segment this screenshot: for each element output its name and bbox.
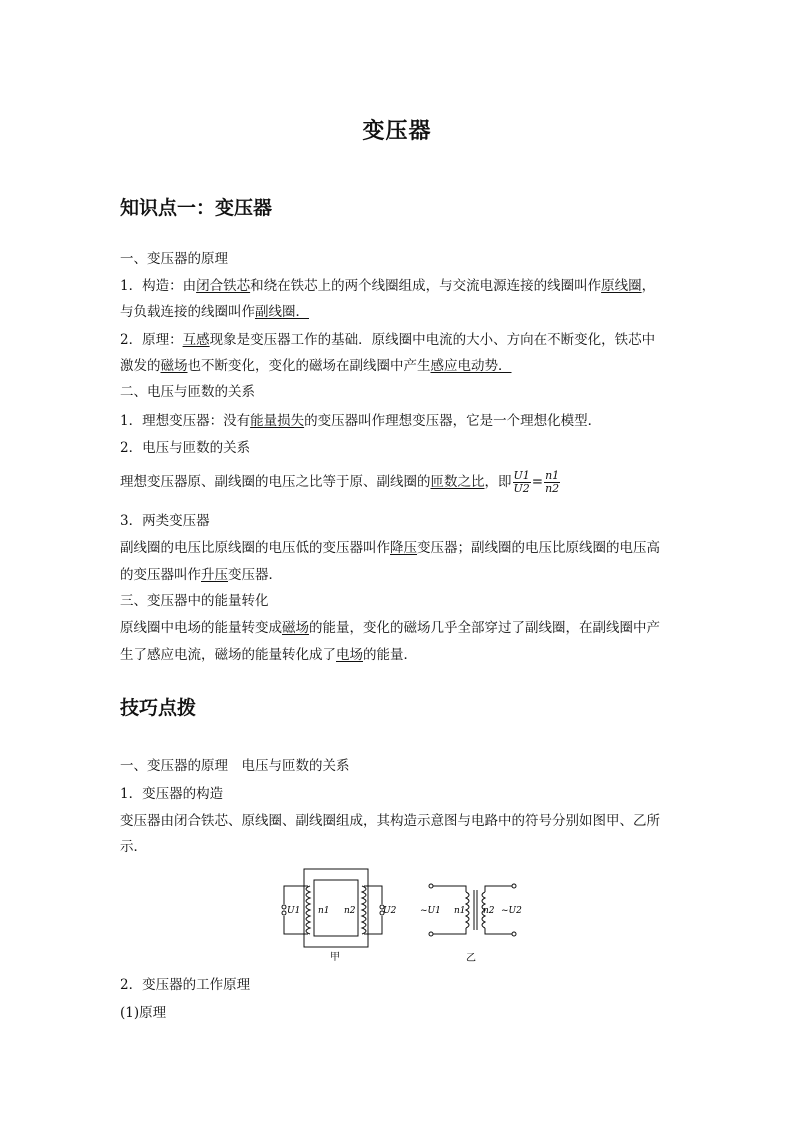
paragraph-principle: 2．原理：互感现象是变压器工作的基础．原线圈中电流的大小、方向在不断变化，铁芯中 <box>120 332 656 348</box>
paragraph-types-cont: 的变压器叫作升压变压器． <box>120 567 282 583</box>
subsection-title: 二、电压与匝数的关系 <box>120 384 255 400</box>
paragraph-principle-label: (1)原理 <box>120 1005 167 1021</box>
subsection-title: 一、变压器的原理 电压与匝数的关系 <box>120 758 350 774</box>
paragraph-relation-title: 2．电压与匝数的关系 <box>120 440 251 456</box>
paragraph-construct: 变压器由闭合铁芯、原线圈、副线圈组成，其构造示意图与电路中的符号分别如图甲、乙所 <box>120 813 660 829</box>
fig-right-n2: n2 <box>483 906 495 916</box>
paragraph-types-title: 3．两类变压器 <box>120 513 210 529</box>
transformer-figure <box>270 868 530 972</box>
paragraph-energy: 原线圈中电场的能量转变成磁场的能量，变化的磁场几乎全部穿过了副线圈，在副线圈中产 <box>120 620 660 636</box>
paragraph-construct-title: 1．变压器的构造 <box>120 786 224 802</box>
fig-right-n1: n1 <box>454 906 466 916</box>
voltage-fraction: $\frac{U1}{U2}$ <box>513 469 530 495</box>
paragraph-types: 副线圈的电压比原线圈的电压低的变压器叫作降压变压器；副线圈的电压比原线圈的电压高 <box>120 540 660 556</box>
transformer-diagram <box>270 868 530 968</box>
page-title: 变压器 <box>362 119 432 144</box>
section-heading-knowledge: 知识点一：变压器 <box>120 197 273 219</box>
fig-left-n2: n2 <box>344 906 356 916</box>
fig-caption-right: 乙 <box>466 953 476 964</box>
subsection-title: 一、变压器的原理 <box>120 251 228 267</box>
fig-left-n1: n1 <box>318 906 330 916</box>
paragraph-energy-cont: 生了感应电流，磁场的能量转化成了电场的能量． <box>120 647 417 663</box>
subsection-title: 三、变压器中的能量转化 <box>120 593 269 609</box>
fig-caption-left: 甲 <box>330 952 340 963</box>
paragraph-relation: 理想变压器原、副线圈的电压之比等于原、副线圈的匝数之比，即 $\frac{U1}{U2}$ = $\frac{n1}{n2}$ <box>120 469 560 495</box>
paragraph-principle-cont: 激发的磁场也不断变化，变化的磁场在副线圈中产生感应电动势． <box>120 358 512 374</box>
paragraph-structure: 1．构造：由闭合铁芯和绕在铁芯上的两个线圈组成，与交流电源连接的线圈叫作原线圈， <box>120 278 656 294</box>
turns-fraction: $\frac{n1}{n2}$ <box>545 469 560 495</box>
paragraph-structure-cont: 与负载连接的线圈叫作副线圈． <box>120 304 309 320</box>
paragraph-working-title: 2．变压器的工作原理 <box>120 977 251 993</box>
fig-left-u2: U2 <box>383 906 397 916</box>
paragraph-ideal: 1．理想变压器：没有能量损失的变压器叫作理想变压器，它是一个理想化模型． <box>120 413 602 429</box>
fig-right-u2: ~U2 <box>501 906 522 916</box>
section-heading-tips: 技巧点拨 <box>120 697 197 719</box>
paragraph-construct-cont: 示． <box>120 839 147 855</box>
fig-right-u1: ~U1 <box>420 906 441 916</box>
fig-left-u1: U1 <box>287 906 301 916</box>
